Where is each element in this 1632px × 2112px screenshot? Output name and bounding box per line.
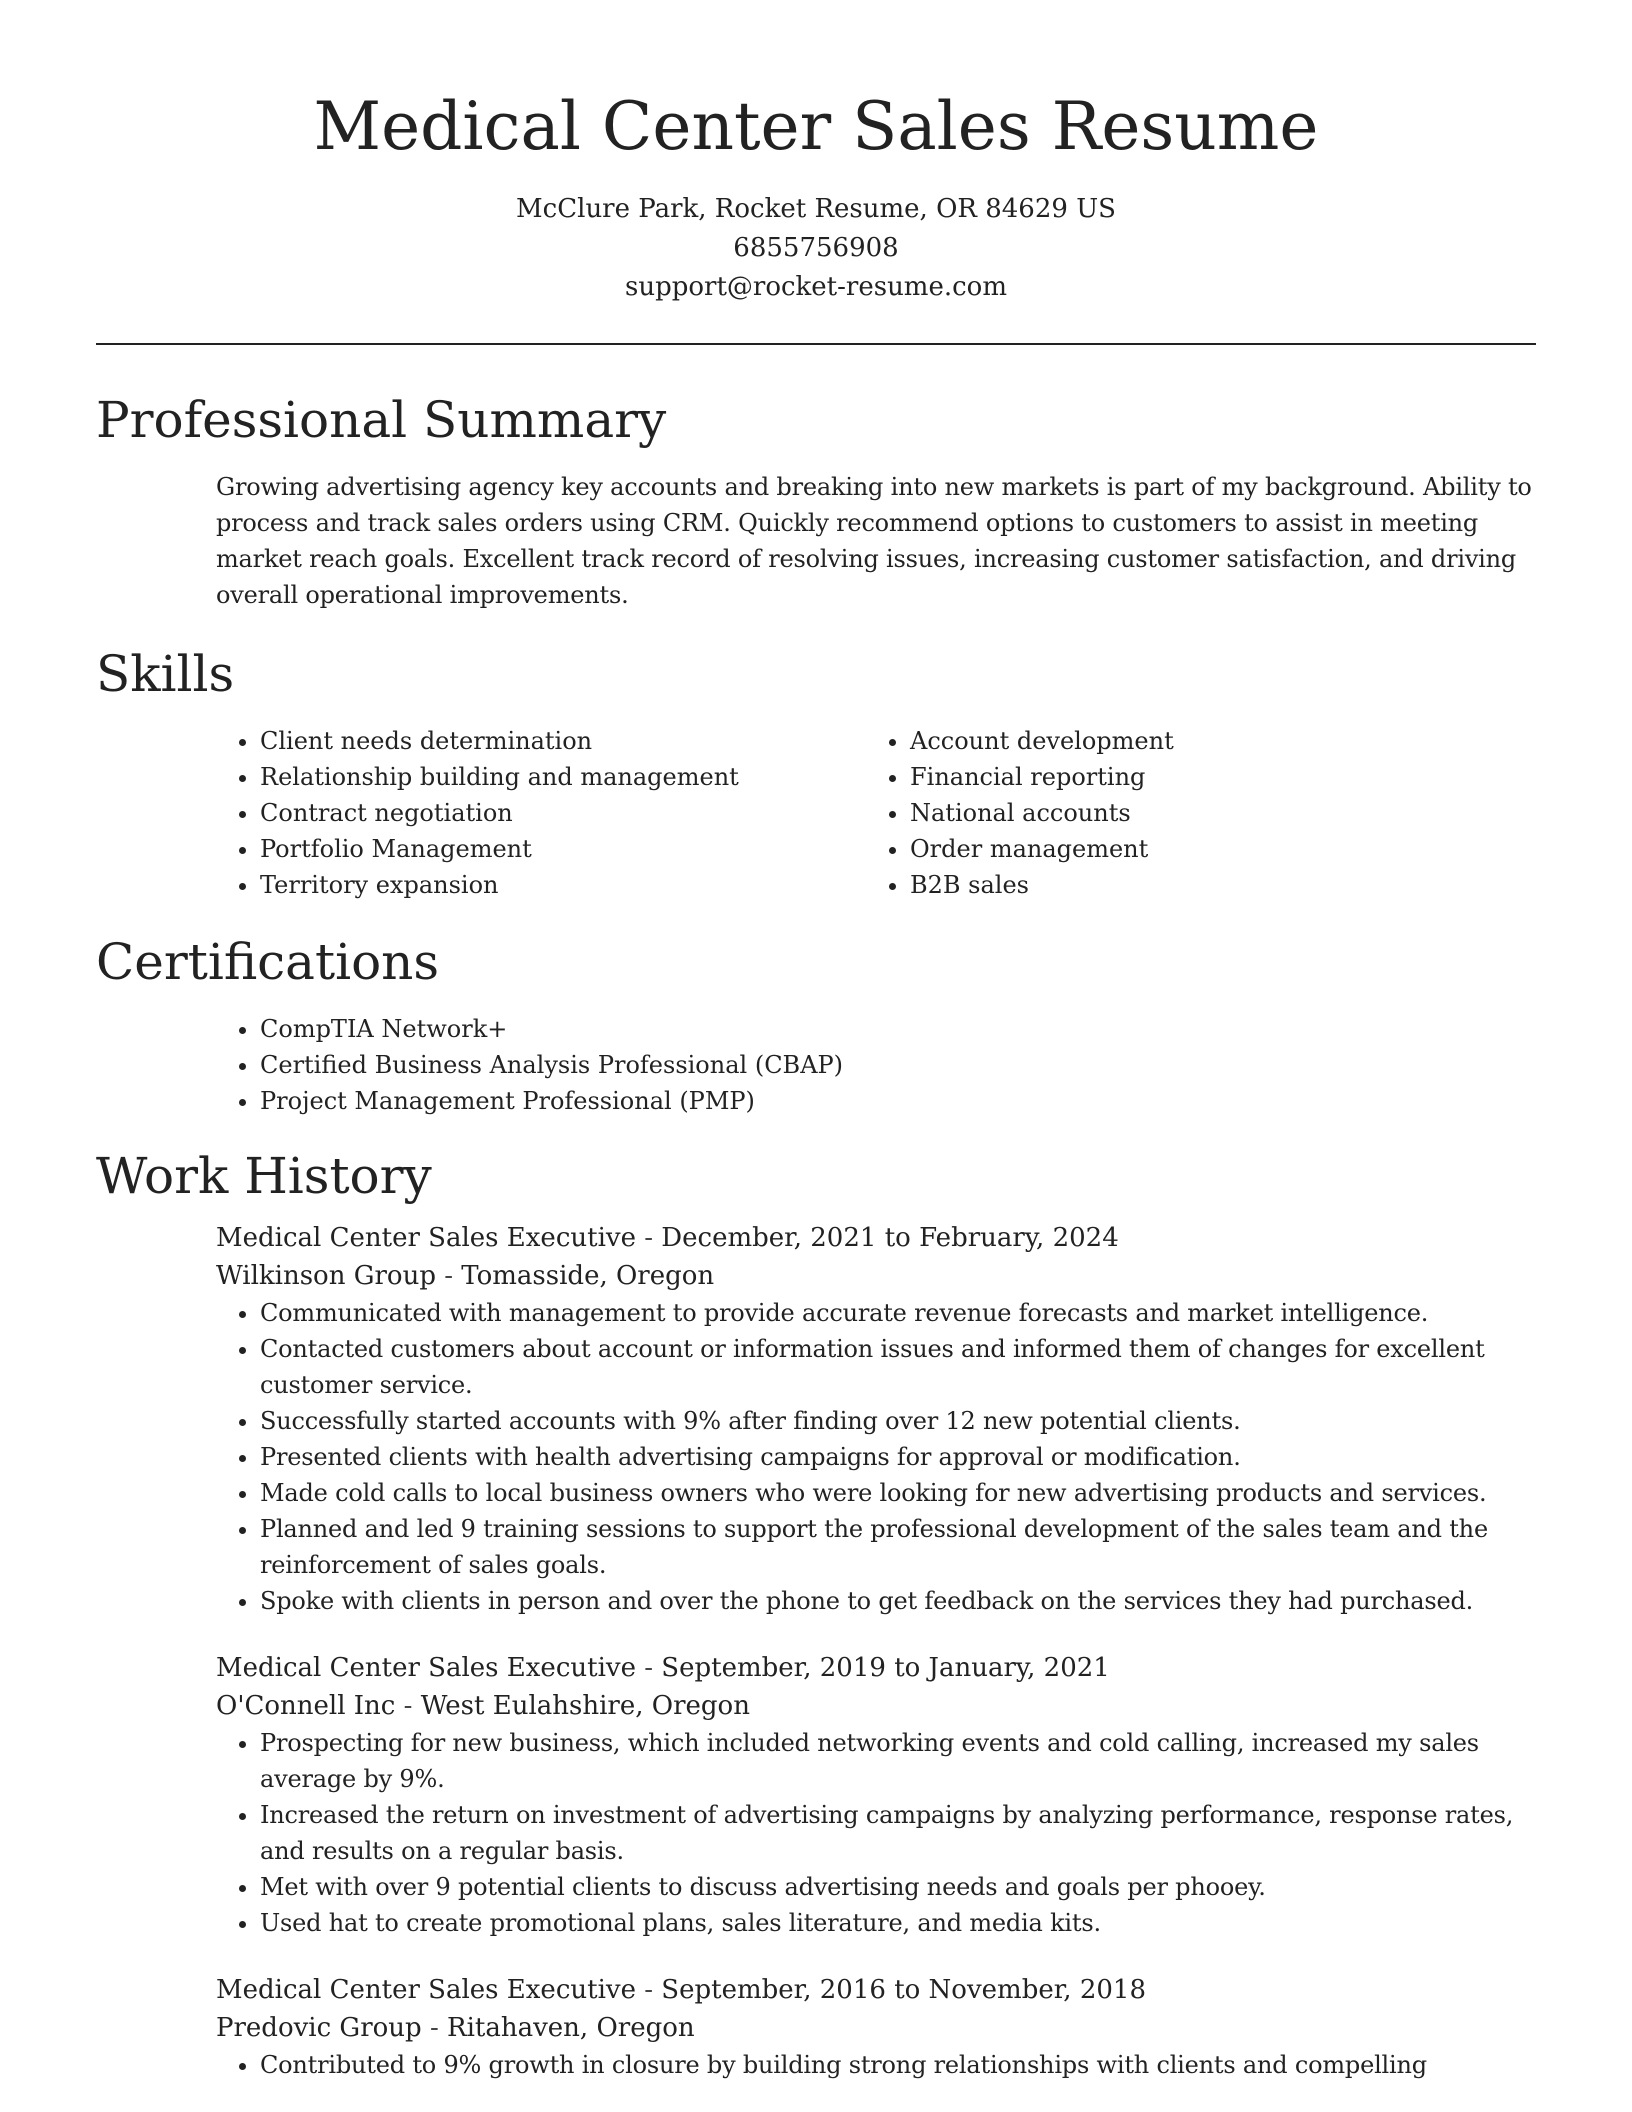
job-dates: September, 2016 to November, 2018 xyxy=(661,1975,1146,2005)
skills-list-right xyxy=(866,723,1516,903)
job-dates: December, 2021 to February, 2024 xyxy=(661,1223,1119,1253)
job-bullet: • Communicated with management to provide accurate revenue forecasts and market intelligence. xyxy=(260,1295,1536,1331)
job-bullets xyxy=(216,1725,1536,1941)
separator: - xyxy=(635,1223,662,1253)
job-entry xyxy=(216,1649,1536,1941)
job-entry xyxy=(216,1219,1536,1619)
job-company-line xyxy=(216,1687,1536,1725)
job-location: Ritahaven, Oregon xyxy=(447,2013,695,2043)
job-title-line xyxy=(216,1219,1536,1257)
separator: - xyxy=(635,1653,662,1683)
work-history-heading: Work History xyxy=(96,1147,432,1205)
skill-item: • Account development xyxy=(910,723,1516,759)
skill-item: • Financial reporting xyxy=(910,759,1516,795)
skills-list-left xyxy=(216,723,866,903)
job-location: Tomasside, Oregon xyxy=(461,1261,715,1291)
job-bullets xyxy=(216,2047,1536,2083)
contact-info xyxy=(96,190,1536,307)
job-title: Medical Center Sales Executive xyxy=(216,1975,636,2005)
job-company: Predovic Group xyxy=(216,2013,422,2043)
job-bullet: • Contributed to 9% growth in closure by building strong relationships with clients and compelling xyxy=(260,2047,1536,2083)
skill-item: • Territory expansion xyxy=(260,867,866,903)
skill-item: • Portfolio Management xyxy=(260,831,866,867)
skill-item: • Contract negotiation xyxy=(260,795,866,831)
contact-email: support@rocket-resume.com xyxy=(624,272,1007,302)
skills-column-right xyxy=(866,723,1516,903)
job-bullet: • Presented clients with health advertising campaigns for approval or modification. xyxy=(260,1439,1536,1475)
skill-item: • Relationship building and management xyxy=(260,759,866,795)
job-company-line xyxy=(216,2009,1536,2047)
summary-text: Growing advertising agency key accounts and breaking into new markets is part of my background. Ability to process and track sales orders using CRM. Quickly recommend options to customers to assist in meeting market reach goals. Excellent track record of resolving issues, increasing customer satisfaction, and driving overall operational improvements. xyxy=(216,473,1532,609)
contact-address: McClure Park, Rocket Resume, OR 84629 US xyxy=(516,194,1116,224)
job-title: Medical Center Sales Executive xyxy=(216,1223,636,1253)
contact-phone: 6855756908 xyxy=(733,233,899,263)
certification-item: • Certified Business Analysis Professional (CBAP) xyxy=(260,1047,1536,1083)
job-dates: September, 2019 to January, 2021 xyxy=(661,1653,1110,1683)
job-company-line xyxy=(216,1257,1536,1295)
skill-item: • B2B sales xyxy=(910,867,1516,903)
skills-column-left xyxy=(216,723,866,903)
job-company: O'Connell Inc xyxy=(216,1691,396,1721)
certifications-block xyxy=(216,1011,1536,1119)
resume-title: Medical Center Sales Resume xyxy=(313,88,1319,165)
separator: - xyxy=(421,2013,448,2043)
job-bullet: • Planned and led 9 training sessions to support the professional development of the sales team and the reinforcement of sales goals. xyxy=(260,1511,1536,1583)
job-location: West Eulahshire, Oregon xyxy=(420,1691,750,1721)
certifications-list xyxy=(216,1011,1536,1119)
header-divider xyxy=(96,343,1536,345)
job-bullet: • Contacted customers about account or information issues and informed them of changes for excellent customer service. xyxy=(260,1331,1536,1403)
separator: - xyxy=(395,1691,421,1721)
job-company: Wilkinson Group xyxy=(216,1261,436,1291)
job-bullet: • Prospecting for new business, which included networking events and cold calling, increased my sales average by 9%. xyxy=(260,1725,1536,1797)
certification-item: • CompTIA Network+ xyxy=(260,1011,1536,1047)
summary-heading: Professional Summary xyxy=(96,391,667,449)
job-bullet: • Met with over 9 potential clients to discuss advertising needs and goals per phooey. xyxy=(260,1869,1536,1905)
separator: - xyxy=(635,1975,662,2005)
certifications-heading: Certifications xyxy=(96,933,440,991)
job-entry xyxy=(216,1971,1536,2083)
job-bullet: • Spoke with clients in person and over the phone to get feedback on the services they had purchased. xyxy=(260,1583,1536,1619)
job-bullet: • Increased the return on investment of advertising campaigns by analyzing performance, response rates, and results on a regular basis. xyxy=(260,1797,1536,1869)
skill-item: • Client needs determination xyxy=(260,723,866,759)
resume-header xyxy=(96,0,1536,307)
skill-item: • Order management xyxy=(910,831,1516,867)
job-title-line xyxy=(216,1649,1536,1687)
job-title-line xyxy=(216,1971,1536,2009)
skill-item: • National accounts xyxy=(910,795,1516,831)
certification-item: • Project Management Professional (PMP) xyxy=(260,1083,1536,1119)
job-title: Medical Center Sales Executive xyxy=(216,1653,636,1683)
job-bullet: • Used hat to create promotional plans, sales literature, and media kits. xyxy=(260,1905,1536,1941)
job-bullets xyxy=(216,1295,1536,1619)
job-bullet: • Made cold calls to local business owners who were looking for new advertising products and services. xyxy=(260,1475,1536,1511)
skills-grid xyxy=(216,723,1536,903)
job-bullet: • Successfully started accounts with 9% after finding over 12 new potential clients. xyxy=(260,1403,1536,1439)
skills-heading: Skills xyxy=(96,645,235,703)
separator: - xyxy=(435,1261,462,1291)
